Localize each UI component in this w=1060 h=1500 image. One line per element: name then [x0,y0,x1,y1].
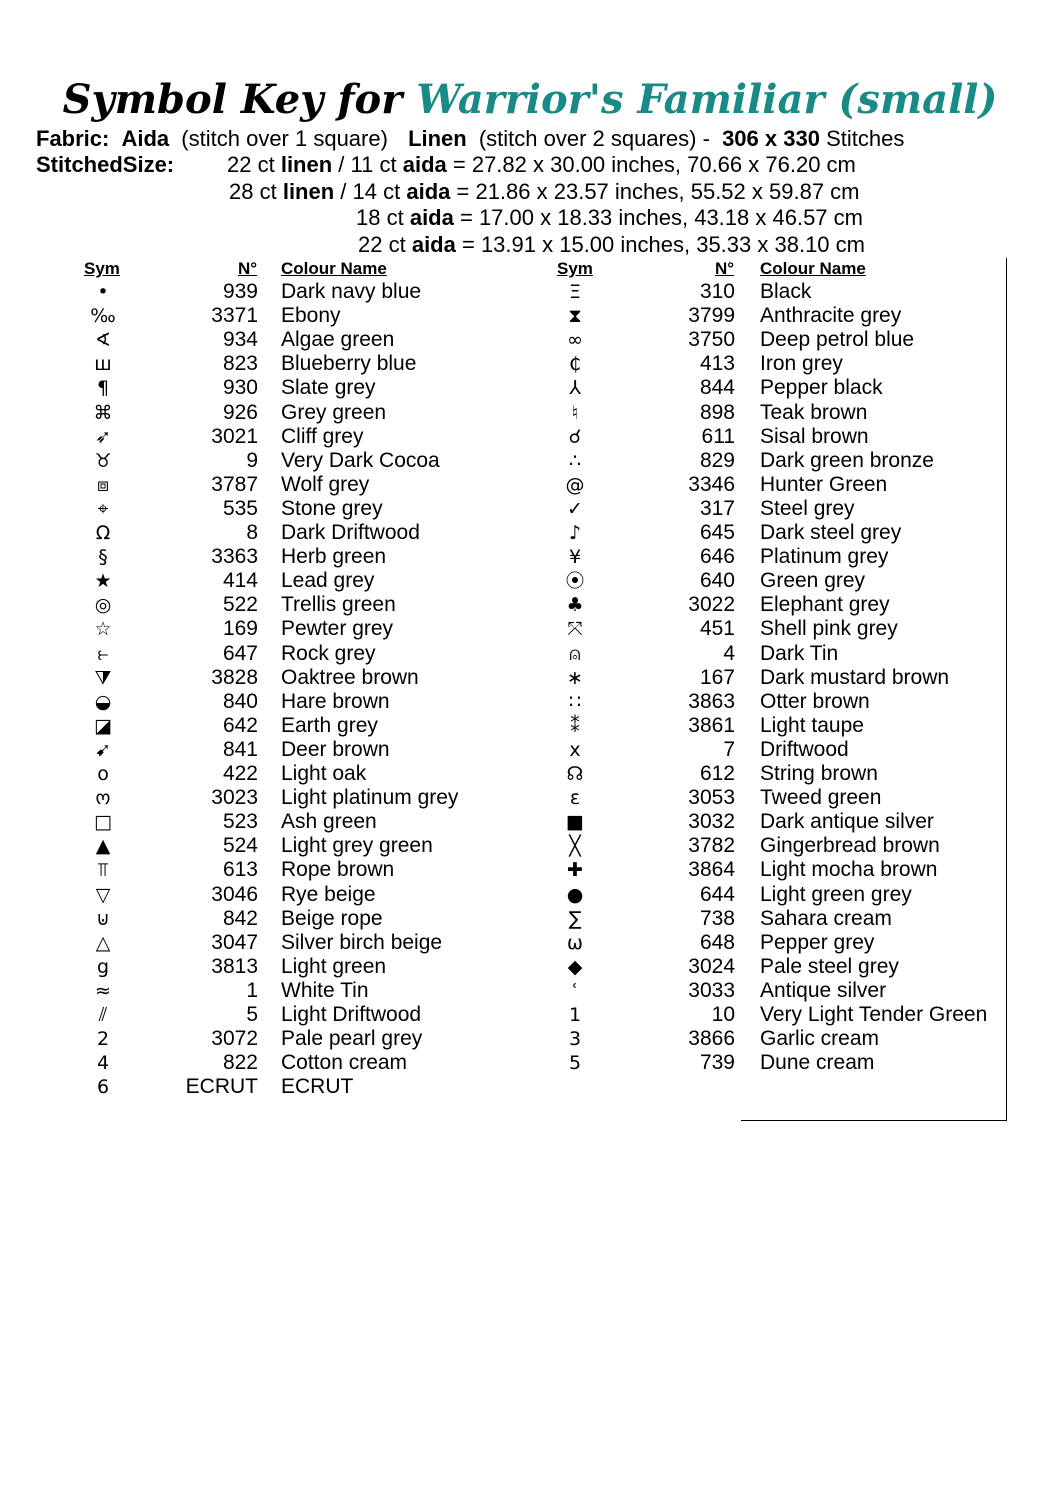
header-name-left: Colour Name [281,259,387,278]
size-pre: 22 ct [227,152,275,177]
floss-number: 822 [222,1051,258,1075]
header-sym-right: Sym [557,259,593,278]
table-row [0,642,1060,666]
floss-number: 823 [222,352,258,376]
floss-number: 739 [699,1051,735,1075]
colour-name: Otter brown [760,689,870,713]
table-row [0,449,1060,473]
floss-number: 3866 [688,1027,735,1051]
floss-number: 4 [723,641,735,665]
colour-name: Ebony [281,304,341,328]
table-row [0,979,1060,1003]
floss-number: 841 [222,737,258,761]
colour-name: Dark Driftwood [281,521,420,544]
linen-label: Linen [408,126,467,151]
table-row [0,762,1060,786]
pattern-name: Warrior's Familiar (small) [416,76,998,123]
symbol-glyph: ☊ [566,763,584,785]
table-row [0,810,1060,834]
colour-name: Stone grey [281,496,383,520]
symbol-glyph: △ [95,931,111,954]
symbol-glyph: ♮ [571,401,579,424]
colour-name: Light taupe [760,713,864,737]
symbol-glyph: ≈ [95,979,111,1002]
symbol-glyph: ╳ [569,835,581,858]
colour-name: Dark Tin [760,641,839,665]
floss-number: 640 [699,569,735,593]
floss-number: 3024 [688,954,735,978]
symbol-glyph: ★ [94,570,112,593]
floss-number: 844 [699,376,735,400]
table-row [0,858,1060,882]
symbol-glyph: ɛ [569,787,581,810]
colour-name: Ash green [281,810,377,834]
size-line-2 [229,179,860,205]
floss-number: 646 [699,545,735,569]
floss-number: 524 [222,834,258,858]
size-fabric: aida [402,152,447,177]
floss-number: 422 [222,762,258,785]
floss-number: 3782 [688,834,735,858]
colour-name: Shell pink grey [760,617,898,641]
size-post: = 13.91 x 15.00 inches, 35.33 x 38.10 cm [461,232,865,257]
symbol-glyph: ➹ [95,738,111,761]
symbol-glyph: ◆ [567,955,583,978]
colour-name: Light mocha brown [760,858,938,882]
colour-name: Deep petrol blue [760,328,915,352]
floss-number: 3799 [688,304,735,328]
floss-number: 523 [222,810,258,834]
colour-name: Light platinum grey [281,786,459,810]
floss-number: 930 [222,376,258,400]
colour-name: String brown [760,762,878,785]
floss-number: 611 [701,424,735,448]
symbol-glyph: ⥼ [97,642,109,665]
size-pre: 18 ct [356,205,404,230]
colour-name: Pewter grey [281,617,394,641]
colour-name: Blueberry blue [281,352,417,376]
table-row [0,907,1060,931]
symbol-glyph: ◒ [94,690,112,713]
colour-name: Teak brown [760,400,868,424]
symbol-glyph: ➶ [95,425,111,448]
size-line-3 [356,205,863,231]
colour-name: Elephant grey [760,593,890,617]
table-row [0,714,1060,738]
colour-name: Grey green [281,400,387,424]
symbol-glyph: ● [566,883,584,906]
colour-name: Rock grey [281,641,376,665]
symbol-glyph: 5 [568,1052,582,1075]
table-row [0,401,1060,425]
colour-name: Light green [281,954,387,978]
floss-number: 414 [222,569,258,593]
colour-name: Light grey green [281,834,433,858]
symbol-glyph: ʿ [572,979,578,1002]
floss-number: 451 [699,617,735,641]
floss-number: 3023 [211,786,258,810]
symbol-glyph: 6 [96,1076,110,1099]
table-row [0,786,1060,810]
colour-name: Very Light Tender Green [760,1003,988,1026]
symbol-glyph: ♣ [566,594,584,617]
colour-name: Slate grey [281,376,376,400]
colour-name: Deer brown [281,737,390,761]
colour-name: Algae green [281,328,395,352]
colour-name: Gingerbread brown [760,834,940,858]
size-pre: 28 ct [229,179,277,204]
symbol-glyph: Ω [95,522,111,544]
size-fabric: linen [280,152,333,177]
symbol-glyph: ⅄ [569,377,581,400]
colour-name: Beige rope [281,906,383,930]
symbol-glyph: ∞ [567,329,583,352]
colour-name: Tweed green [760,786,882,810]
fabric-label: Fabric: [36,126,110,151]
colour-name: Dark mustard brown [760,665,950,689]
floss-number: 3033 [688,978,735,1002]
header-num-left: N° [238,259,258,278]
header-name-right: Colour Name [760,259,866,278]
symbol-glyph: ⫽ [98,1004,108,1026]
symbol-glyph: § [98,546,108,569]
symbol-glyph: ∑ [568,907,582,930]
colour-name: Platinum grey [760,545,889,569]
symbol-glyph: □ [94,811,112,834]
floss-number: 3022 [688,593,735,617]
symbol-glyph: ⌘ [93,401,113,424]
size-mid: / 11 ct [338,152,397,177]
table-row [0,955,1060,979]
floss-number: 934 [222,328,258,352]
floss-number: 3346 [688,472,735,496]
colour-name: Driftwood [760,737,849,761]
floss-number: 647 [222,641,258,665]
floss-number: 3363 [211,545,258,569]
symbol-glyph: 2 [96,1028,110,1051]
symbol-glyph: ⧩ [94,666,112,689]
symbol-glyph: ⤧ [567,618,583,641]
symbol-glyph: ◎ [94,594,112,617]
symbol-glyph: ∴ [568,449,582,472]
symbol-glyph: ♉ [94,449,112,472]
symbol-glyph: ∷ [568,690,582,713]
symbol-glyph: g [96,955,110,978]
symbol-glyph: 3 [568,1028,582,1051]
table-row [0,883,1060,907]
table-row [0,473,1060,497]
table-row [0,425,1060,449]
floss-number: 3828 [211,665,258,689]
table-row [0,690,1060,714]
symbol-glyph: ☆ [94,618,112,641]
floss-number: 645 [699,521,735,544]
colour-name: Very Dark Cocoa [281,448,440,472]
floss-number: 926 [222,400,258,424]
symbol-glyph: x [569,738,581,761]
colour-name: Steel grey [760,496,855,520]
symbol-glyph: o [97,763,109,785]
floss-number: 310 [699,280,735,303]
floss-number: 8 [246,521,258,544]
symbol-glyph: Ξ [568,281,581,303]
size-pre: 22 ct [358,232,406,257]
floss-number: 3021 [211,424,258,448]
floss-number: 840 [222,689,258,713]
floss-number: 7 [723,737,735,761]
table-row [0,352,1060,376]
colour-name: Pepper black [760,376,883,400]
colour-name: Garlic cream [760,1027,880,1051]
floss-number: 738 [699,906,735,930]
symbol-glyph: ▽ [95,883,111,906]
table-row [0,1075,1060,1099]
colour-name: Trellis green [281,593,396,617]
floss-number: 3787 [211,472,258,496]
symbol-glyph: ш [94,353,112,376]
floss-number: 5 [246,1003,258,1026]
floss-number: ECRUT [185,1075,258,1099]
size-fabric: aida [406,179,451,204]
floss-number: 3032 [688,810,735,834]
symbol-glyph: ⌖ [97,497,109,520]
colour-name: Rope brown [281,858,395,882]
symbol-glyph: 4 [96,1052,110,1075]
size-line-1 [227,152,856,178]
floss-number: 612 [699,762,735,785]
floss-number: 9 [246,448,258,472]
floss-number: 10 [711,1003,735,1026]
colour-name: Herb green [281,545,387,569]
table-row [0,666,1060,690]
floss-number: 829 [699,448,735,472]
symbol-glyph: ✚ [567,859,583,882]
size-fabric: aida [411,232,456,257]
colour-name: Hunter Green [760,472,888,496]
colour-name: Rye beige [281,882,376,906]
colour-name: Dune cream [760,1051,875,1075]
table-row [0,834,1060,858]
symbol-glyph: ☌ [568,425,582,448]
symbol-glyph: ₵ [568,353,582,376]
symbol-glyph: ▲ [95,835,111,858]
symbol-glyph: ⧗ [568,305,582,328]
colour-name: Black [760,280,812,303]
colour-name: Light oak [281,762,367,785]
floss-number: 613 [222,858,258,882]
fabric-line [36,126,904,152]
symbol-glyph: ♪ [568,522,582,544]
table-row [0,1027,1060,1051]
colour-name: Pale pearl grey [281,1027,423,1051]
symbol-glyph: ✓ [567,497,583,520]
colour-name: Silver birch beige [281,930,443,954]
table-row [0,931,1060,955]
table-row [0,497,1060,521]
symbol-glyph: 1 [568,1004,582,1026]
floss-number: 3371 [211,304,258,328]
stitch-count: 306 x 330 [722,126,820,151]
symbol-glyph: ω [567,931,583,954]
floss-number: 644 [699,882,735,906]
symbol-glyph: ¥ [568,546,582,569]
symbol-glyph: ო [95,787,111,810]
colour-name: Sahara cream [760,906,892,930]
colour-name: Dark green bronze [760,448,934,472]
table-row [0,738,1060,762]
symbol-glyph: @ [565,473,585,496]
symbol-glyph: ¶ [96,377,110,400]
colour-name: Cliff grey [281,424,364,448]
colour-name: White Tin [281,978,369,1002]
colour-name: Sisal brown [760,424,869,448]
colour-name: Dark steel grey [760,521,902,544]
linen-note: (stitch over 2 squares) - [478,126,710,151]
symbol-glyph: ∢ [95,329,111,352]
symbol-glyph: ‰ [90,305,116,328]
floss-number: 3750 [688,328,735,352]
symbol-glyph: ⁑ [570,714,580,737]
floss-number: 413 [699,352,735,376]
table-row [0,1003,1060,1027]
size-mid: / 14 ct [340,179,401,204]
colour-name: Earth grey [281,713,378,737]
floss-number: 3813 [211,954,258,978]
stitched-size-label: StitchedSize: [36,152,175,177]
floss-number: 3863 [688,689,735,713]
size-post: = 17.00 x 18.33 inches, 43.18 x 46.57 cm [459,205,863,230]
table-row [0,593,1060,617]
symbol-glyph: ⧈ [96,473,110,496]
bottom-border-line [741,1120,1007,1121]
header-num-right: N° [715,259,735,278]
colour-name: Green grey [760,569,866,593]
colour-name: Antique silver [760,978,887,1002]
colour-name: Pale steel grey [760,954,899,978]
floss-number: 1 [246,978,258,1002]
symbol-glyph: ⦿ [565,570,585,593]
size-fabric: linen [282,179,335,204]
right-border-line [1006,258,1007,1120]
size-post: = 27.82 x 30.00 inches, 70.66 x 76.20 cm [452,152,856,177]
aida-note: (stitch over 1 square) [181,126,388,151]
floss-number: 535 [222,496,258,520]
floss-number: 169 [222,617,258,641]
table-row [0,328,1060,352]
header-sym-left: Sym [84,259,120,278]
floss-number: 3864 [688,858,735,882]
floss-number: 898 [699,400,735,424]
colour-name: Light Driftwood [281,1003,422,1026]
colour-name: Lead grey [281,569,375,593]
title-prefix: Symbol Key for [62,76,403,123]
colour-name: Oaktree brown [281,665,419,689]
size-post: = 21.86 x 23.57 inches, 55.52 x 59.87 cm [456,179,860,204]
colour-name: Wolf grey [281,472,370,496]
colour-name: Cotton cream [281,1051,408,1075]
floss-number: 939 [222,280,258,303]
table-row [0,521,1060,545]
stitch-word: Stitches [826,126,905,151]
colour-name: Hare brown [281,689,390,713]
table-row [0,545,1060,569]
colour-name: Pepper grey [760,930,875,954]
symbol-glyph: ⫪ [97,859,109,882]
floss-number: 3053 [688,786,735,810]
floss-number: 842 [222,906,258,930]
floss-number: 317 [699,496,735,520]
floss-number: 167 [699,665,735,689]
symbol-glyph: ◪ [94,714,112,737]
symbol-glyph: ∗ [567,666,583,689]
floss-number: 642 [222,713,258,737]
colour-name: Dark navy blue [281,280,422,303]
colour-name: Iron grey [760,352,843,376]
table-row [0,304,1060,328]
floss-number: 3047 [211,930,258,954]
table-row [0,1051,1060,1075]
table-row [0,376,1060,400]
aida-label: Aida [121,126,170,151]
symbol-glyph: ■ [566,811,584,834]
table-row [0,280,1060,304]
table-row [0,617,1060,641]
size-fabric: aida [409,205,454,230]
symbol-glyph: ⊍ [96,907,110,930]
page-title [0,76,1060,123]
floss-number: 522 [222,593,258,617]
floss-number: 3072 [211,1027,258,1051]
size-line-4 [358,232,865,258]
colour-name: Light green grey [760,882,912,906]
floss-number: 3046 [211,882,258,906]
colour-name: Anthracite grey [760,304,902,328]
floss-number: 3861 [688,713,735,737]
symbol-glyph: ⍝ [569,642,581,665]
floss-number: 648 [699,930,735,954]
colour-name: Dark antique silver [760,810,934,834]
symbol-glyph: • [97,281,109,303]
colour-name: ECRUT [281,1075,354,1099]
table-row [0,569,1060,593]
